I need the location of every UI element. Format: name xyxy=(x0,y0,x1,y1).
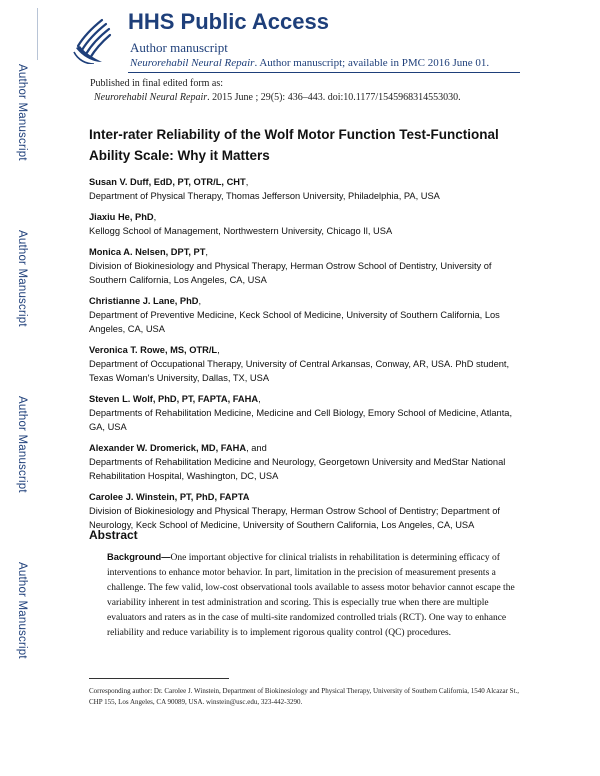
background-text: One important objective for clinical trialists in rehabilitation is determining efficacy of interventions to enhance motor behavior. In part, limitation in the precision of measurement presents a challenge. The few valid, low-cost observational tools available to assess motor behavior cannot escape the variability inherent in test administration and scoring. This is especially true when there are multiple evaluators and raters as in the case of multi-site randomized controlled trials (RCT). One way to enhance reliability and reduce variability is to implement rigorous quality control (QC) procedures. xyxy=(107,553,515,638)
author-name: Steven L. Wolf, PhD, PT, FAPTA, FAHA, xyxy=(89,394,261,404)
author-entry xyxy=(89,392,521,434)
side-label-author-manuscript: Author Manuscript xyxy=(16,562,28,659)
author-entry xyxy=(89,343,521,385)
author-affiliation: Department of Physical Therapy, Thomas Jefferson University, Philadelphia, PA, USA xyxy=(89,191,440,201)
author-list xyxy=(89,175,521,539)
hhs-public-access-title: HHS Public Access xyxy=(128,9,329,34)
side-label-author-manuscript: Author Manuscript xyxy=(16,396,28,493)
author-affiliation: Departments of Rehabilitation Medicine and Neurology, Georgetown University and MedStar National Rehabilitation Hospital, Washington, DC, USA xyxy=(89,457,506,481)
author-name: Alexander W. Dromerick, MD, FAHA, and xyxy=(89,443,267,453)
author-entry xyxy=(89,294,521,336)
author-name: Jiaxiu He, PhD, xyxy=(89,212,157,222)
abstract-background xyxy=(107,550,515,640)
author-entry xyxy=(89,441,521,483)
author-manuscript-subtitle: Author manuscript xyxy=(130,40,228,55)
author-name: Susan V. Duff, EdD, PT, OTR/L, CHT, xyxy=(89,177,249,187)
publication-info xyxy=(90,77,461,105)
author-name: Carolee J. Winstein, PT, PhD, FAPTA xyxy=(89,492,250,502)
citation-details: . 2015 June ; 29(5): 436–443. doi:10.1177/1545968314553030. xyxy=(207,92,461,103)
footnote-rule xyxy=(89,678,229,679)
abstract-heading: Abstract xyxy=(89,528,138,542)
author-entry xyxy=(89,210,521,238)
side-label-author-manuscript: Author Manuscript xyxy=(16,64,28,161)
availability-text: . Author manuscript; available in PMC 2016 June 01. xyxy=(254,57,490,69)
author-affiliation: Department of Preventive Medicine, Keck School of Medicine, University of Southern California, Los Angeles, CA, USA xyxy=(89,310,500,334)
author-affiliation: Departments of Rehabilitation Medicine, Medicine and Cell Biology, Emory School of Medicine, Atlanta, GA, USA xyxy=(89,408,513,432)
author-name: Monica A. Nelsen, DPT, PT, xyxy=(89,247,208,257)
citation-journal: Neurorehabil Neural Repair xyxy=(94,92,208,103)
side-label-author-manuscript: Author Manuscript xyxy=(16,230,28,327)
author-affiliation: Kellogg School of Management, Northwestern University, Chicago Il, USA xyxy=(89,226,393,236)
author-affiliation: Division of Biokinesiology and Physical Therapy, Herman Ostrow School of Dentistry, University of Southern California, Los Angeles, CA, USA xyxy=(89,261,492,285)
author-name: Christianne J. Lane, PhD, xyxy=(89,296,202,306)
background-label: Background— xyxy=(107,552,171,562)
journal-availability-line xyxy=(130,57,489,69)
citation-line xyxy=(90,91,461,105)
author-entry xyxy=(89,490,521,532)
header-rule xyxy=(128,72,520,73)
journal-name: Neurorehabil Neural Repair xyxy=(130,57,255,69)
hhs-eagle-logo-icon xyxy=(72,16,112,64)
header-divider-line xyxy=(37,8,38,60)
author-entry xyxy=(89,245,521,287)
article-title: Inter-rater Reliability of the Wolf Motor Function Test-Functional Ability Scale: Why it Matters xyxy=(89,127,499,163)
author-name: Veronica T. Rowe, MS, OTR/L, xyxy=(89,345,220,355)
corresponding-author-footnote: Corresponding author: Dr. Carolee J. Winstein, Department of Biokinesiology and Physical Therapy, University of Southern California, 1540 Alcazar St., CHP 155, Los Angeles, CA 90089, USA. winstein@usc.edu, 323-442-3290. xyxy=(89,687,520,706)
author-affiliation: Department of Occupational Therapy, University of Central Arkansas, Conway, AR, USA. PhD student, Texas Woman's University, Dallas, TX, USA xyxy=(89,359,510,383)
author-affiliation: Division of Biokinesiology and Physical Therapy, Herman Ostrow School of Dentistry; Department of Neurology, Keck School of Medicine, University of Southern California, Los Angeles, CA, USA xyxy=(89,506,500,530)
published-label: Published in final edited form as: xyxy=(90,78,224,89)
author-entry xyxy=(89,175,521,203)
